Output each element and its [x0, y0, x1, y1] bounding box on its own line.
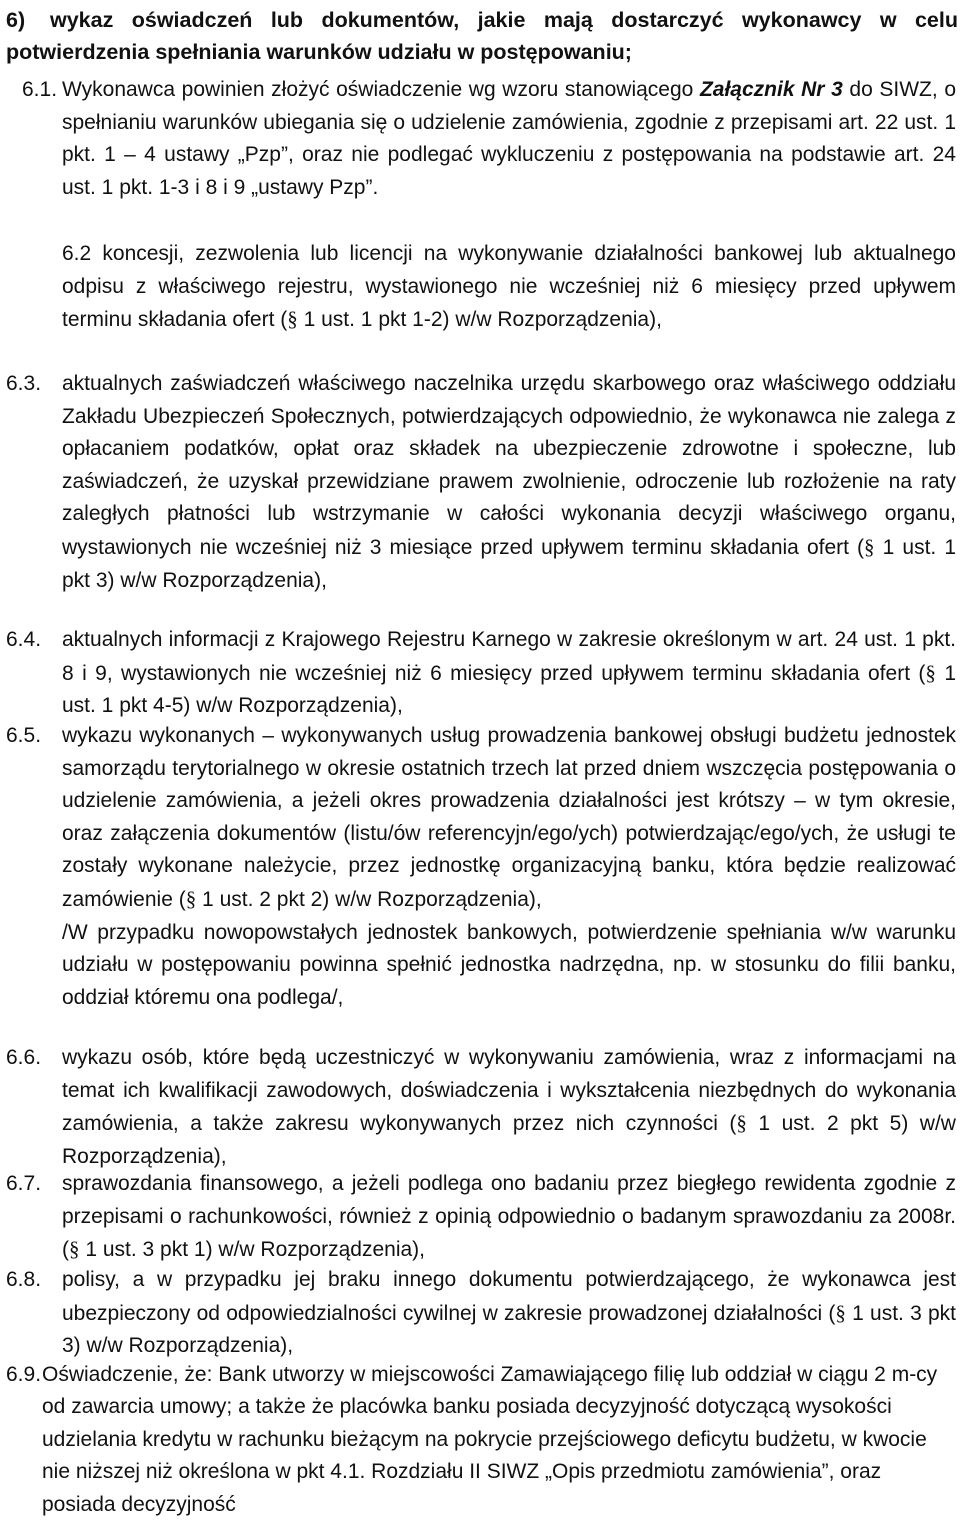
section-heading: [6, 4, 958, 68]
section-sign: §: [69, 1237, 80, 1262]
item-text: sprawozdania finansowego, a jeżeli podlega ono badaniu przez biegłego rewidenta zgodnie z przepisami o rachunkowości, również z opinią odpowiednio o badanym sprawozdaniu za 2008r. (: [62, 1172, 956, 1262]
list-item-6-5: [6, 720, 956, 1014]
item-text: Oświadczenie, że: Bank utworzy w miejscowości Zamawiającego filię lub oddział w ciągu 2 m-cy od zawarcia umowy; a także że placówka banku posiada decyzyjność dotyczącą wysokości udzielania kredytu w rachunku bieżącym na pokrycie przejściowego deficytu budżetu, w kwocie nie niższej niż określona w pkt 4.1. Rozdziału II SIWZ „Opis przedmiotu zamówienia”, oraz posiada decyzyjność: [42, 1363, 938, 1516]
item-number: 6.4.: [6, 628, 42, 651]
item-text-continued: 1 ust. 1 pkt 4-5) w/w Rozporządzenia),: [62, 661, 957, 718]
item-text: koncesji, zezwolenia lub licencji na wykonywanie działalności bankowej lub aktualnego odpisu z właściwego rejestru, wystawionego nie wcześniej niż 6 miesięcy przed upływem terminu składania ofert (: [62, 242, 956, 332]
list-item-6-8: [6, 1264, 956, 1363]
list-item-6-6: [6, 1042, 956, 1173]
item-text-continued: 1 ust. 2 pkt 5) w/w Rozporządzenia),: [62, 1112, 956, 1168]
item-text: aktualnych informacji z Krajowego Rejestru Karnego w zakresie określonym w art. 24 ust. 1 pkt. 8 i 9, wystawionych nie wcześniej niż 6 miesięcy przed upływem terminu składania ofert (: [62, 628, 956, 685]
item-text-continued: 1 ust. 1 pkt 1-2) w/w Rozporządzenia),: [297, 308, 662, 332]
section-sign: §: [736, 1111, 747, 1136]
list-item-6-3: [6, 368, 956, 597]
item-note: /W przypadku nowopowstałych jednostek bankowych, potwierdzenie spełniania w/w warunku udziału w postępowaniu powinna spełnić jednostka nadrzędna, np. w stosunku do filii banku, oddział któremu ona podlega/,: [62, 920, 956, 1009]
item-number: 6.8.: [6, 1268, 42, 1291]
item-text-continued: 1 ust. 3 pkt 3) w/w Rozporządzenia),: [62, 1301, 956, 1358]
list-item-6-1: [22, 74, 957, 204]
item-number: 6.2: [62, 242, 92, 265]
heading-text: wykaz oświadczeń lub dokumentów, jakie mają dostarczyć wykonawcy w celu potwierdzenia spełniania warunków udziału w postępowaniu;: [6, 8, 958, 64]
item-text-continued: 1 ust. 1 pkt 3) w/w Rozporządzenia),: [62, 535, 956, 592]
item-text: Wykonawca powinien złożyć oświadczenie wg wzoru stanowiącego: [62, 78, 700, 101]
item-number: 6.5.: [6, 724, 42, 747]
item-text: wykazu wykonanych – wykonywanych usług prowadzenia bankowej obsługi budżetu jednostek samorządu terytorialnego w okresie ostatnich trzech lat przed dniem wszczęcia postępowania o udzielenie zamówienia, a jeżeli okres prowadzenia działalności jest krótszy – w tym okresie, oraz załączenia dokumentów (listu/ów referencyjn/ego/ych) potwierdzając/ego/ych, że usługi te zostały wykonane należycie, przez jednostkę organizacyjną banku, która będzie realizować zamówienie (: [62, 724, 956, 911]
attachment-reference: Załącznik Nr 3: [699, 78, 843, 101]
item-text-continued: 1 ust. 3 pkt 1) w/w Rozporządzenia),: [79, 1238, 425, 1262]
section-sign: §: [925, 660, 936, 685]
list-item-6-4: [6, 624, 957, 723]
section-sign: §: [864, 534, 875, 559]
item-text: aktualnych zaświadczeń właściwego naczelnika urzędu skarbowego oraz właściwego oddziału Zakładu Ubezpieczeń Społecznych, potwierdzających odpowiednio, że wykonawca nie zalega z opłacaniem podatków, opłat oraz składek na ubezpieczenie zdrowotne i społeczne, lub zaświadczeń, że uzyskał przewidziane prawem zwolnienie, odroczenie lub rozłożenie na raty zaległych płatności lub wstrzymanie w całości wykonania decyzji właściwego organu, wystawionych nie wcześniej niż 3 miesiące przed upływem terminu składania ofert (: [62, 372, 956, 559]
item-text-continued: do SIWZ, o spełnianiu warunków ubiegania się o udzielenie zamówienia, zgodnie z przepisami art. 22 ust. 1 pkt. 1 – 4 ustawy „Pzp”, oraz nie podlegać wykluczeniu z postępowania na podstawie art. 24 ust. 1 pkt. 1-3 i 8 i 9 „ustawy Pzp”.: [62, 78, 957, 199]
item-number: 6.3.: [6, 372, 42, 395]
item-number: 6.6.: [6, 1046, 42, 1069]
item-number: 6.7.: [6, 1172, 42, 1195]
list-item-6-9: [6, 1359, 956, 1521]
section-sign: §: [287, 307, 298, 332]
heading-number: 6): [6, 8, 26, 32]
item-text: wykazu osób, które będą uczestniczyć w wykonywaniu zamówienia, wraz z informacjami na temat ich kwalifikacji zawodowych, doświadczenia i wykształcenia niezbędnych do wykonania zamówienia, a także zakresu wykonywanych przez nich czynności (: [62, 1046, 956, 1136]
section-sign: §: [835, 1300, 846, 1325]
item-text-continued: 1 ust. 2 pkt 2) w/w Rozporządzenia),: [196, 887, 542, 911]
list-item-6-2: [62, 238, 956, 337]
section-sign: §: [185, 886, 197, 911]
item-text: polisy, a w przypadku jej braku innego dokumentu potwierdzającego, że wykonawca jest ubezpieczony od odpowiedzialności cywilnej w zakresie prowadzonej działalności (: [62, 1268, 956, 1325]
item-number: 6.1.: [22, 78, 58, 101]
item-number: 6.9.: [6, 1363, 42, 1386]
list-item-6-7: [6, 1168, 956, 1267]
